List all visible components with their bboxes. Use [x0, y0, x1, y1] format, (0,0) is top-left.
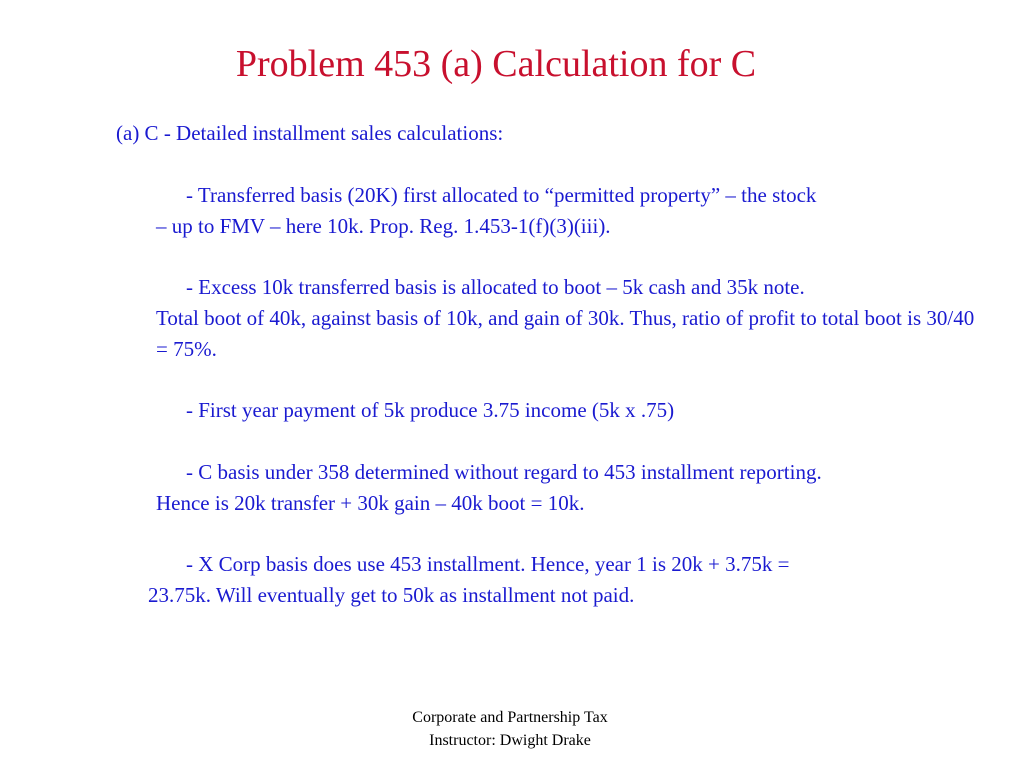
paragraph-first-line	[156, 549, 986, 580]
paragraph-rest: 23.75k. Will eventually get to 50k as installment not paid.	[148, 583, 635, 607]
footer-instructor: Instructor: Dwight Drake	[429, 732, 591, 749]
paragraph-first-line-text: - C basis under 358 determined without regard to 453 installment reporting.	[186, 460, 822, 484]
footer-course: Corporate and Partnership Tax	[412, 709, 608, 726]
paragraph-first-line	[156, 395, 986, 426]
paragraph-first-line	[156, 457, 986, 488]
slide-footer	[360, 706, 660, 752]
paragraph-first-year-payment	[156, 395, 986, 426]
paragraph-first-line-text: - Transferred basis (20K) first allocated to “permitted property” – the stock	[186, 183, 817, 207]
paragraph-permitted-property	[156, 180, 986, 242]
paragraph-c-basis	[156, 457, 986, 519]
paragraph-rest: Total boot of 40k, against basis of 10k, and gain of 30k. Thus, ratio of profit to total boot is 30/40 = 75%.	[156, 306, 975, 361]
paragraph-excess-basis	[156, 272, 986, 365]
intro-line: (a) C - Detailed installment sales calculations:	[116, 121, 504, 145]
paragraph-rest: – up to FMV – here 10k. Prop. Reg. 1.453-1(f)(3)(iii).	[156, 214, 611, 238]
paragraph-first-line-text: - Excess 10k transferred basis is allocated to boot – 5k cash and 35k note.	[186, 275, 805, 299]
slide-title: Problem 453 (a) Calculation for C	[235, 43, 757, 85]
paragraph-first-line	[156, 180, 986, 211]
paragraph-rest: Hence is 20k transfer + 30k gain – 40k boot = 10k.	[156, 491, 585, 515]
paragraph-x-corp-basis	[148, 549, 986, 611]
paragraph-first-line-text: - X Corp basis does use 453 installment. Hence, year 1 is 20k + 3.75k =	[186, 552, 790, 576]
paragraph-first-line-text: - First year payment of 5k produce 3.75 income (5k x .75)	[186, 398, 675, 422]
paragraph-first-line	[156, 272, 986, 303]
